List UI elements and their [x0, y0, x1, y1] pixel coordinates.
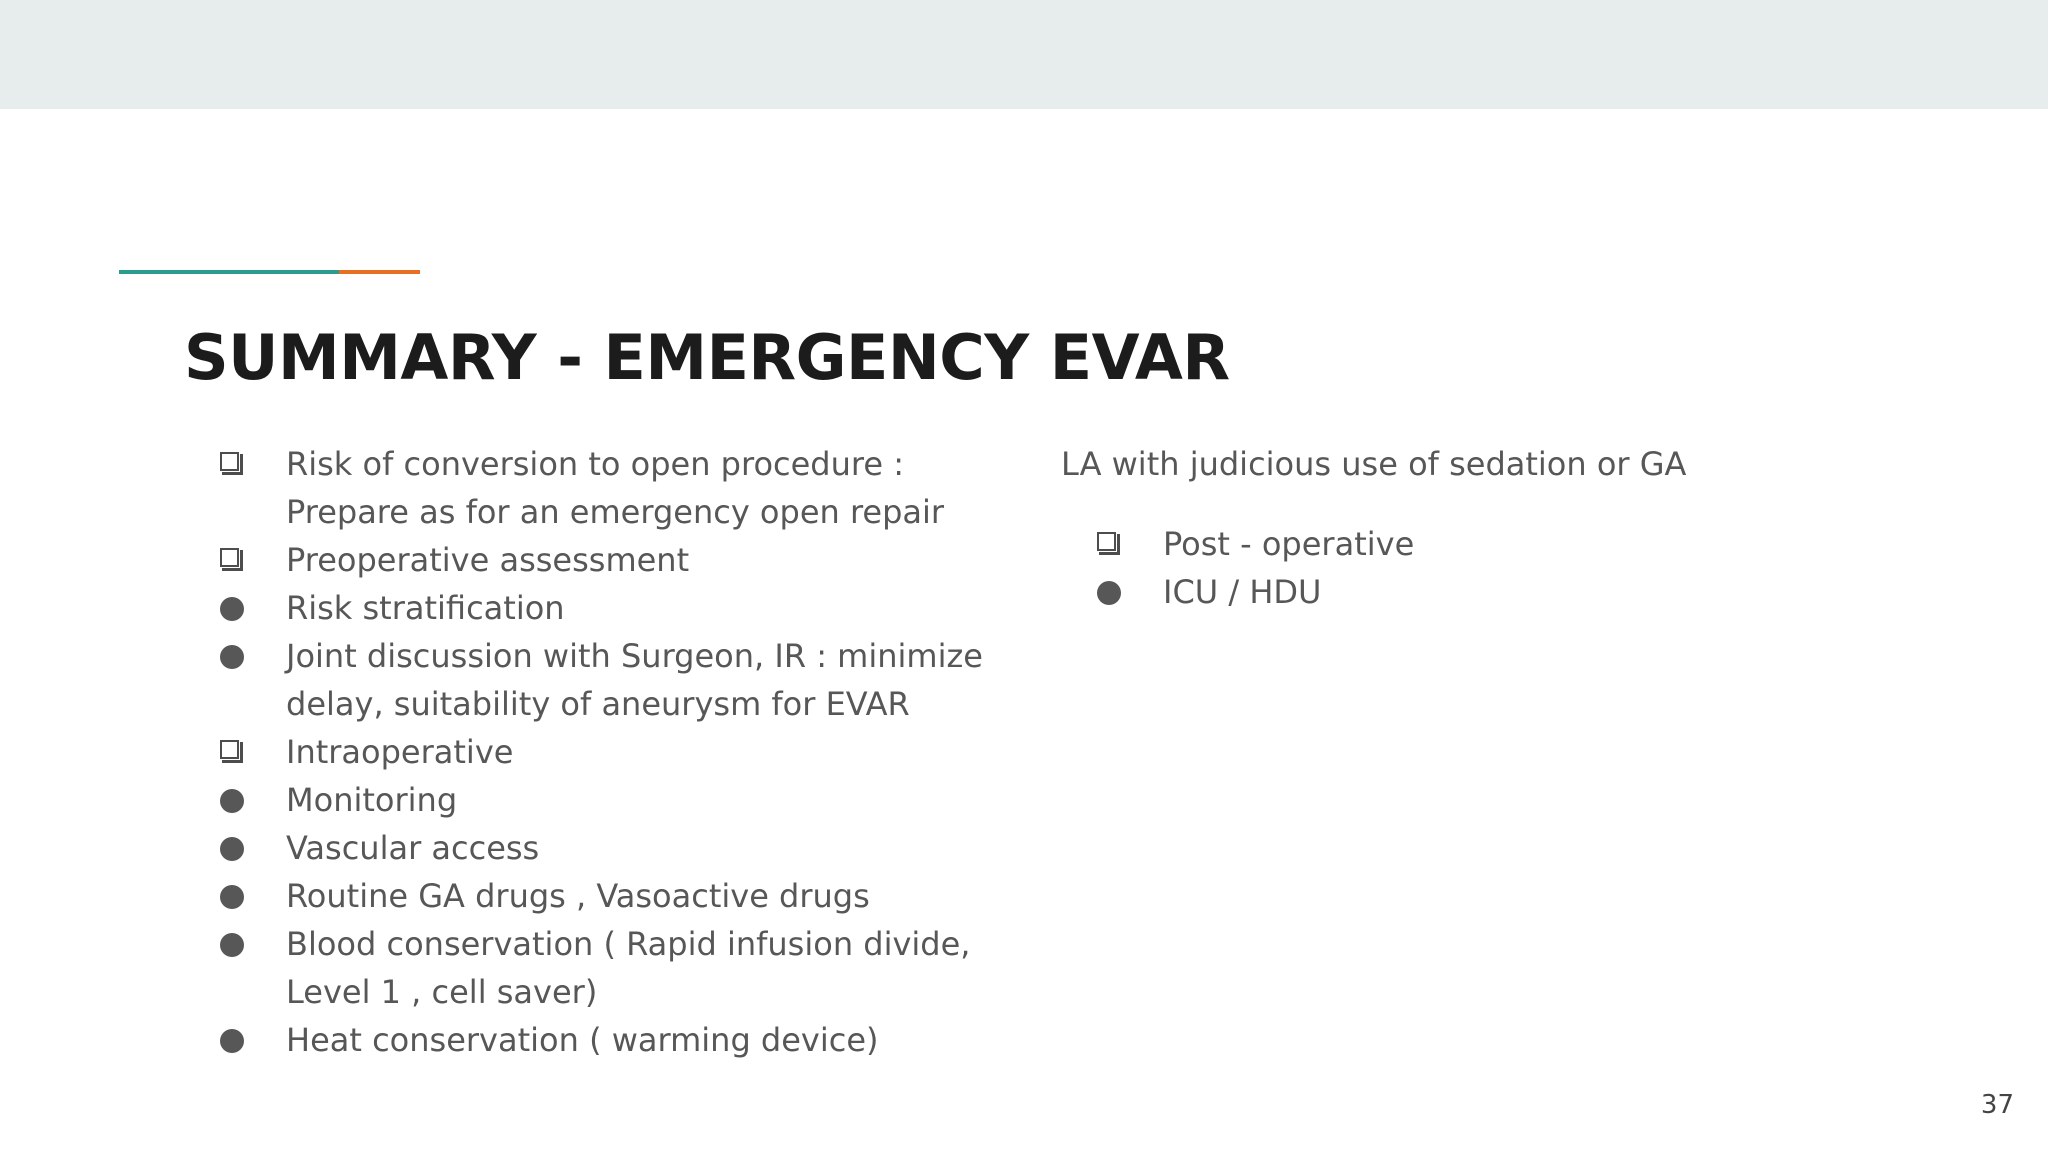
- list-item: [214, 440, 1014, 536]
- list-item: [214, 920, 1014, 1016]
- list-item-text: Post - operative: [1163, 525, 1415, 563]
- dot-icon: [1091, 568, 1131, 616]
- list-item-text: Preoperative assessment: [286, 541, 690, 579]
- right-intro-text: LA with judicious use of sedation or GA: [1061, 445, 1687, 483]
- list-item: [1091, 520, 1891, 568]
- list-item-text: Blood conservation ( Rapid infusion divide, Level 1 , cell saver): [286, 925, 971, 1011]
- list-item: [214, 728, 1014, 776]
- dot-icon: [214, 584, 254, 632]
- list-item-text: Intraoperative: [286, 733, 514, 771]
- list-item-text: Risk of conversion to open procedure : Prepare as for an emergency open repair: [286, 445, 945, 531]
- list-item: [1091, 568, 1891, 616]
- slide-title: SUMMARY - EMERGENCY EVAR: [184, 321, 1230, 394]
- accent-line-orange: [339, 270, 420, 274]
- dot-icon: [214, 1016, 254, 1064]
- right-bullet-list: [1091, 520, 1891, 616]
- dot-icon: [214, 824, 254, 872]
- list-item: [214, 1016, 1014, 1064]
- checkbox-icon: [214, 536, 254, 584]
- checkbox-icon: [1091, 520, 1131, 568]
- accent-line-teal: [119, 270, 339, 274]
- list-item-text: Joint discussion with Surgeon, IR : minimize delay, suitability of aneurysm for EVAR: [286, 637, 983, 723]
- left-bullet-list: [214, 440, 1014, 1064]
- checkbox-icon: [214, 728, 254, 776]
- list-item-text: Vascular access: [286, 829, 540, 867]
- list-item: [214, 824, 1014, 872]
- list-item: [214, 632, 1014, 728]
- page-number: 37: [1980, 1090, 2014, 1120]
- dot-icon: [214, 776, 254, 824]
- list-item: [214, 536, 1014, 584]
- list-item: [214, 872, 1014, 920]
- list-item-text: Risk stratification: [286, 589, 565, 627]
- list-item: [214, 776, 1014, 824]
- list-item: [214, 584, 1014, 632]
- dot-icon: [214, 632, 254, 680]
- list-item-text: Heat conservation ( warming device): [286, 1021, 879, 1059]
- list-item-text: Monitoring: [286, 781, 458, 819]
- top-band: [0, 0, 2048, 109]
- dot-icon: [214, 872, 254, 920]
- checkbox-icon: [214, 440, 254, 488]
- list-item-text: ICU / HDU: [1163, 573, 1322, 611]
- list-item-text: Routine GA drugs , Vasoactive drugs: [286, 877, 870, 915]
- dot-icon: [214, 920, 254, 968]
